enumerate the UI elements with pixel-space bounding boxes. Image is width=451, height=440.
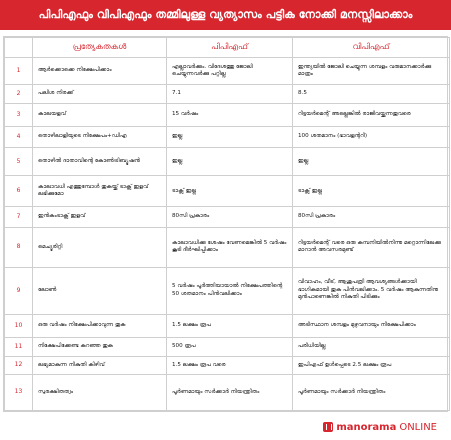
vpf-cell: അടിസ്ഥാന ശമ്പളം മുഴുവനായും നിക്ഷേപിക്കാം bbox=[293, 314, 450, 337]
ppf-cell: 7.1 bbox=[167, 85, 293, 104]
ppf-cell: എല്ലാവർക്കും. വിദേശത്തു ജോലി ചെയ്യുന്നവർക്കു പറ്റില്ല bbox=[167, 58, 293, 85]
row-index: 12 bbox=[5, 356, 33, 375]
manorama-m-icon bbox=[323, 422, 333, 432]
ppf-cell: ടാക്സ് ഇല്ല bbox=[167, 176, 293, 207]
table-row bbox=[5, 375, 450, 411]
row-index: 2 bbox=[5, 85, 33, 104]
header-vpf: വിപിഎഫ് bbox=[293, 38, 450, 58]
ppf-cell: കാലാവധിക്കു ശേഷം വേണമെങ്കിൽ 5 വർഷം കൂടി ദീർഘിപ്പിക്കാം bbox=[167, 228, 293, 267]
row-index: 13 bbox=[5, 375, 33, 411]
ppf-cell: 80സി പ്രകാരം bbox=[167, 207, 293, 228]
comparison-table bbox=[4, 37, 450, 411]
vpf-cell: 80സി പ്രകാരം bbox=[293, 207, 450, 228]
vpf-cell: വിവാഹം, വീട്, ആശുപത്രി ആവശ്യങ്ങൾക്കായി ഭാഗികമായി തുക പിൻവലിക്കാം. 5 വർഷം ആകുന്നതിനു മുൻപാണെങ്കിൽ നികുതി പിടിക്കും bbox=[293, 267, 450, 314]
footer bbox=[0, 414, 451, 440]
ppf-cell: 5 വർഷം പൂർത്തിയായാൽ നിക്ഷേപത്തിന്റെ 50 ശതമാനം പിൻവലിക്കാം bbox=[167, 267, 293, 314]
feature-cell: തൊഴിലാളിയുടെ നിക്ഷേപം+ഡിഎ bbox=[33, 127, 167, 148]
row-index: 3 bbox=[5, 103, 33, 126]
row-index: 6 bbox=[5, 176, 33, 207]
feature-cell: പലിശ നിരക്ക് bbox=[33, 85, 167, 104]
ppf-cell: 15 വർഷം bbox=[167, 103, 293, 126]
feature-cell: ലഭ്യമാകുന്ന നികുതി കിഴിവ് bbox=[33, 356, 167, 375]
feature-cell: ലോൺ bbox=[33, 267, 167, 314]
row-index: 1 bbox=[5, 58, 33, 85]
table-body bbox=[5, 58, 450, 411]
table-row bbox=[5, 58, 450, 85]
feature-cell: സുരക്ഷിതത്വം bbox=[33, 375, 167, 411]
vpf-cell: ഇപിഎഫ് ഉൾപ്പെടെ 2.5 ലക്ഷം രൂപ bbox=[293, 356, 450, 375]
vpf-cell: ഇന്ത്യയിൽ ജോലി ചെയ്യുന്ന ശമ്പളം വരുമാനക്കാർക്കു മാത്രം bbox=[293, 58, 450, 85]
row-index: 5 bbox=[5, 148, 33, 176]
ppf-cell: പൂർണമായും സർക്കാർ നിയന്ത്രിതം bbox=[167, 375, 293, 411]
vpf-cell: പൂർണമായും സർക്കാർ നിയന്ത്രിതം bbox=[293, 375, 450, 411]
ppf-cell: ഇല്ല bbox=[167, 127, 293, 148]
ppf-cell: 1.5 ലക്ഷം രൂപ വരെ bbox=[167, 356, 293, 375]
table-row bbox=[5, 314, 450, 337]
header-index bbox=[5, 38, 33, 58]
table-row bbox=[5, 85, 450, 104]
table-row bbox=[5, 148, 450, 176]
feature-cell: ഒരു വർഷം നിക്ഷേപിക്കാവുന്ന തുക bbox=[33, 314, 167, 337]
vpf-cell: 8.5 bbox=[293, 85, 450, 104]
feature-cell: ഇൻകംടാക്സ് ഇളവ് bbox=[33, 207, 167, 228]
comparison-table-wrapper bbox=[3, 36, 448, 412]
table-header-row bbox=[5, 38, 450, 58]
table-row bbox=[5, 228, 450, 267]
logo-text-manorama: manorama bbox=[336, 421, 397, 433]
table-row bbox=[5, 338, 450, 357]
feature-cell: ആർക്കൊക്കെ നിക്ഷേപിക്കാം bbox=[33, 58, 167, 85]
header-ppf: പിപിഎഫ് bbox=[167, 38, 293, 58]
page-title: പിപിഎഫും വിപിഎഫും തമ്മിലുള്ള വ്യത്യാസം പട്ടിക നോക്കി മനസ്സിലാക്കാം bbox=[0, 0, 451, 30]
header-features: പ്രത്യേകതകൾ bbox=[33, 38, 167, 58]
manorama-logo bbox=[323, 422, 437, 433]
row-index: 10 bbox=[5, 314, 33, 337]
vpf-cell: ഇല്ല bbox=[293, 148, 450, 176]
row-index: 4 bbox=[5, 127, 33, 148]
table-row bbox=[5, 267, 450, 314]
row-index: 9 bbox=[5, 267, 33, 314]
ppf-cell: 500 രൂപ bbox=[167, 338, 293, 357]
vpf-cell: റിട്ടയർമെന്റ് അല്ലെങ്കിൽ രാജിവയ്ക്കുന്നതുവരെ bbox=[293, 103, 450, 126]
feature-cell: തൊഴിൽ ദാതാവിന്റെ കോൺട്രിബ്യൂഷൻ bbox=[33, 148, 167, 176]
feature-cell: കാലയളവ് bbox=[33, 103, 167, 126]
row-index: 7 bbox=[5, 207, 33, 228]
table-row bbox=[5, 207, 450, 228]
vpf-cell: ടാക്സ് ഇല്ല bbox=[293, 176, 450, 207]
vpf-cell: റിട്ടയർമെന്റ് വരെ ഒരു കമ്പനിയിൽനിന്നു മറ്റൊന്നിലേക്കു മാറാൻ അവസരമുണ്ട് bbox=[293, 228, 450, 267]
table-row bbox=[5, 176, 450, 207]
vpf-cell: 100 ശതമാനം (ഭാവളന്ററി) bbox=[293, 127, 450, 148]
row-index: 11 bbox=[5, 338, 33, 357]
table-row bbox=[5, 127, 450, 148]
feature-cell: കാലാവധി എത്തുമ്പോൾ തുകയ്ക്ക് ടാക്സ് ഇളവ് ലഭിക്കുമോ bbox=[33, 176, 167, 207]
table-row bbox=[5, 103, 450, 126]
ppf-cell: ഇല്ല bbox=[167, 148, 293, 176]
table-row bbox=[5, 356, 450, 375]
ppf-cell: 1.5 ലക്ഷം രൂപ bbox=[167, 314, 293, 337]
logo-text-online: ONLINE bbox=[399, 421, 437, 433]
row-index: 8 bbox=[5, 228, 33, 267]
feature-cell: നിക്ഷേപിക്കേണ്ട കുറഞ്ഞ തുക bbox=[33, 338, 167, 357]
vpf-cell: പരിധിയില്ല bbox=[293, 338, 450, 357]
feature-cell: മെച്യൂരിറ്റി bbox=[33, 228, 167, 267]
